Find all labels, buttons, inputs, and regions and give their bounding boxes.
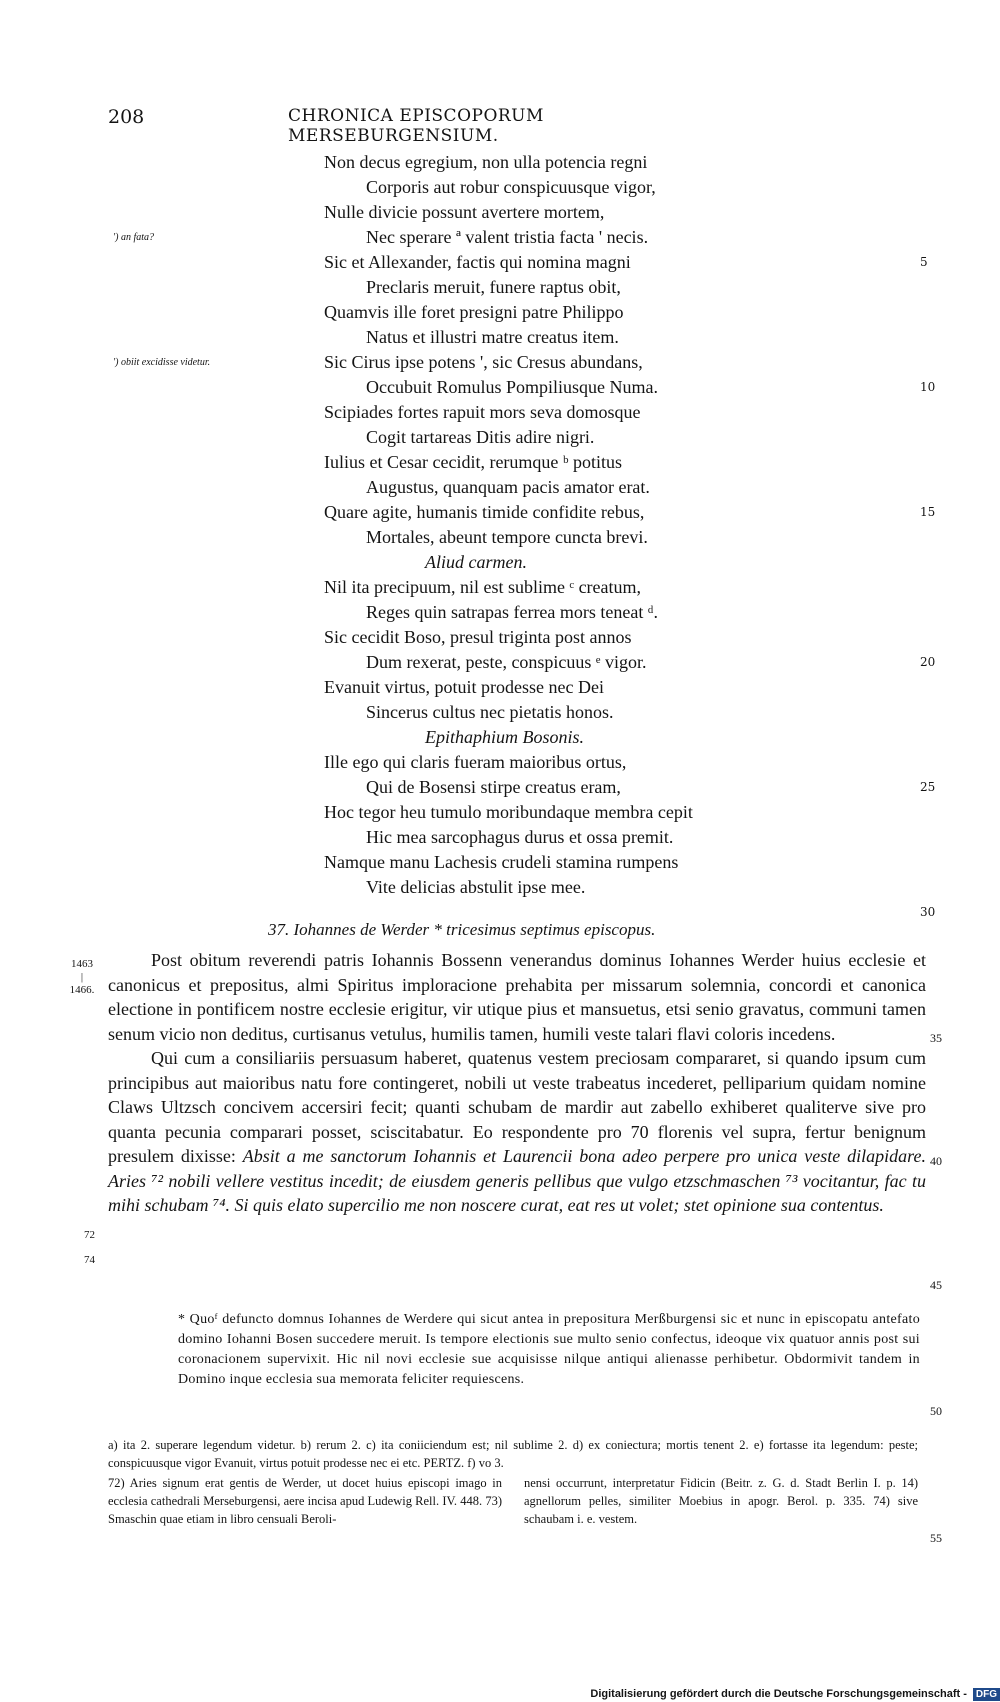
margin-footnote-ref: 72 [84, 1229, 95, 1241]
poem-line: Vite delicias abstulit ipse mee. [366, 877, 586, 897]
poem-line: Sincerus cultus nec pietatis honos. [366, 702, 614, 722]
poem-line: Sic cecidit Boso, presul triginta post annos [324, 627, 632, 647]
poem-line: Cogit tartareas Ditis adire nigri. [366, 427, 595, 447]
poem-line: Hoc tegor heu tumulo moribundaque membra cepit [324, 802, 693, 822]
line-number: 40 [930, 1154, 942, 1168]
poem-section-heading: Aliud carmen. [425, 552, 527, 572]
poem-line: Non decus egregium, non ulla potencia regni [324, 152, 648, 172]
poem-line: Ille ego qui claris fueram maioribus ortus, [324, 752, 627, 772]
poem-line: Natus et illustri matre creatus item. [366, 327, 619, 347]
paragraph-2-quote: Absit a me sanctorum Iohannis et Laurencii bona adeo perpere pro unica veste dilapidare. Aries ⁷² nobili vellere vestitus incedit; de eiusdem generis pellibus que vulgo etzschmaschen ⁷³ vocitantur, fac tu mihi schubam ⁷⁴. Si quis elato supercilio me non noscere curat, eat res ut volet; stet opinione sua contentus. [108, 1146, 926, 1215]
date-start: 1463 [71, 958, 93, 970]
margin-footnote-ref: 74 [84, 1254, 95, 1266]
poem-line: Quamvis ille foret presigni patre Philippo [324, 302, 624, 322]
footnotes [108, 1436, 918, 1528]
footnote-columns [108, 1474, 918, 1528]
poem-line: Evanuit virtus, potuit prodesse nec Dei [324, 677, 604, 697]
page-header [108, 106, 758, 146]
poem-line: Scipiades fortes rapuit mors seva domosque [324, 402, 641, 422]
poem-line: Dum rexerat, peste, conspicuus ᵉ vigor. [366, 652, 647, 672]
added-note: * Quoᶠ defuncto domnus Iohannes de Werdere qui sicut antea in prepositura Merßburgensi sic et nunc in episcopatu antefato domino Iohanni Bosen succedere meruit. Is tempore electionis sue multo senio confectus, ideoque vix quatuor annis post sui coronacionem supervixit. Hic nil novi ecclesie sue acquisisse nilque antiqui alienasse perhibetur. Obdormivit tandem in Domino inque ecclesia sua memorata feliciter requiescens. [178, 1312, 920, 1387]
poem-line: Nec sperare ª valent tristia facta ' necis. [366, 227, 649, 247]
poem-section-heading: Epithaphium Bosonis. [425, 727, 585, 747]
poem-line: Mortales, abeunt tempore cuncta brevi. [366, 527, 648, 547]
poem-line: Quare agite, humanis timide confidite rebus, [324, 502, 645, 522]
poem-line: Reges quin satrapas ferrea mors teneat ᵈ. [366, 602, 658, 622]
poem-line: Nulle divicie possunt avertere mortem, [324, 202, 605, 222]
poem-line: Hic mea sarcophagus durus et ossa premit. [366, 827, 674, 847]
footnote-column-left: 72) Aries signum erat gentis de Werder, ut docet huius episcopi imago in ecclesia cathedrali Merseburgensi, aere incisa apud Ludewig Rell. IV. 448. 73) Smaschin quae etiam in libro censuali Beroli- [108, 1476, 502, 1526]
line-number: 30 [920, 905, 936, 919]
paragraph-1: Post obitum reverendi patris Iohannis Bossenn venerandus dominus Iohannes Werder huius ecclesie et canonicus et prepositus, almi Spiritus imploracione prehabita per missarum solemnia, concordi et canonica electione in pontificem nostre ecclesie erigitur, vir utique pius et mansuetus, etsi senio gravatus, communi tamen senum vicio non deditus, curtisanus vetulus, humilis tamen, humili veste talari flavi coloris incedens. [108, 950, 926, 1044]
poem-line: Occubuit Romulus Pompiliusque Numa. [366, 377, 658, 397]
page-number: 208 [108, 106, 145, 128]
margin-note: ') an fata? [113, 232, 155, 243]
prose [108, 948, 926, 1218]
poem-line: Corporis aut robur conspicuusque vigor, [366, 177, 656, 197]
poem-line: Augustus, quanquam pacis amator erat. [366, 477, 650, 497]
line-number: 5 [920, 255, 928, 269]
dfg-logo: DFG [973, 1688, 1000, 1701]
poem-line: Sic Cirus ipse potens ', sic Cresus abundans, [324, 352, 643, 372]
line-number: 15 [920, 505, 936, 519]
poem-line: Qui de Bosensi stirpe creatus eram, [366, 777, 621, 797]
line-number: 10 [920, 380, 936, 394]
funding-credit: Digitalisierung gefördert durch die Deutsche Forschungsgemeinschaft - [590, 1688, 967, 1700]
chapter-heading: 37. Iohannes de Werder * tricesimus septimus episcopus. [268, 920, 656, 939]
line-number: 20 [920, 655, 936, 669]
paragraph-2-text: Qui cum a consiliariis persuasum haberet, quatenus vestem preciosam compararet, si quando ipsum cum principibus aut maioribus natu fore contingeret, nobili ut veste trabeatus incederet, pelliparium quidam nomine Claws Ultzsch concivem accersiri fecit; quanti schubam de mardir aut zabello exhiberet qualiterve sive pro quanta pecunia comparari posset, sciscitabatur. Eo respondente pro 70 florenis vel supra, fertur benignum presulem dixisse: [108, 1048, 926, 1166]
poem-line: Nil ita precipuum, nil est sublime ᶜ creatum, [324, 577, 642, 597]
apparatus-criticus: a) ita 2. superare legendum videtur. b) rerum 2. c) ita coniiciendum est; nil sublime 2. d) ex coniectura; mortis tenent 2. e) fortasse ita legendum: peste; conspicuusque vigor Evanuit, virtus potuit prodesse nec ei etc. PERTZ. f) vo 3. [108, 1438, 918, 1470]
digitization-footer [590, 1686, 1000, 1702]
line-number: 45 [930, 1278, 942, 1292]
footnote-column-right: nensi occurrunt, interpretatur Fidicin (Beitr. z. G. d. Stadt Berlin I. p. 14) agnellorum pelles, similiter Moebius in apogr. Berol. p. 335. 74) sive schaubam i. e. vestem. [524, 1476, 918, 1526]
running-title: CHRONICA EPISCOPORUM MERSEBURGENSIUM. [288, 106, 544, 146]
date-range [62, 958, 102, 997]
date-end: 1466. [69, 984, 95, 996]
line-number: 55 [930, 1531, 942, 1545]
line-number: 25 [920, 780, 936, 794]
poem-line: Iulius et Cesar cecidit, rerumque ᵇ potitus [324, 452, 622, 472]
line-number: 35 [930, 1031, 942, 1045]
poem-line: Sic et Allexander, factis qui nomina magni [324, 252, 631, 272]
date-separator: | [80, 971, 84, 983]
poem-line: Namque manu Lachesis crudeli stamina rumpens [324, 852, 679, 872]
line-number: 50 [930, 1404, 942, 1418]
margin-note: ') obiit excidisse videtur. [113, 357, 211, 368]
paragraph-2 [108, 1046, 926, 1218]
poem-line: Preclaris meruit, funere raptus obit, [366, 277, 621, 297]
